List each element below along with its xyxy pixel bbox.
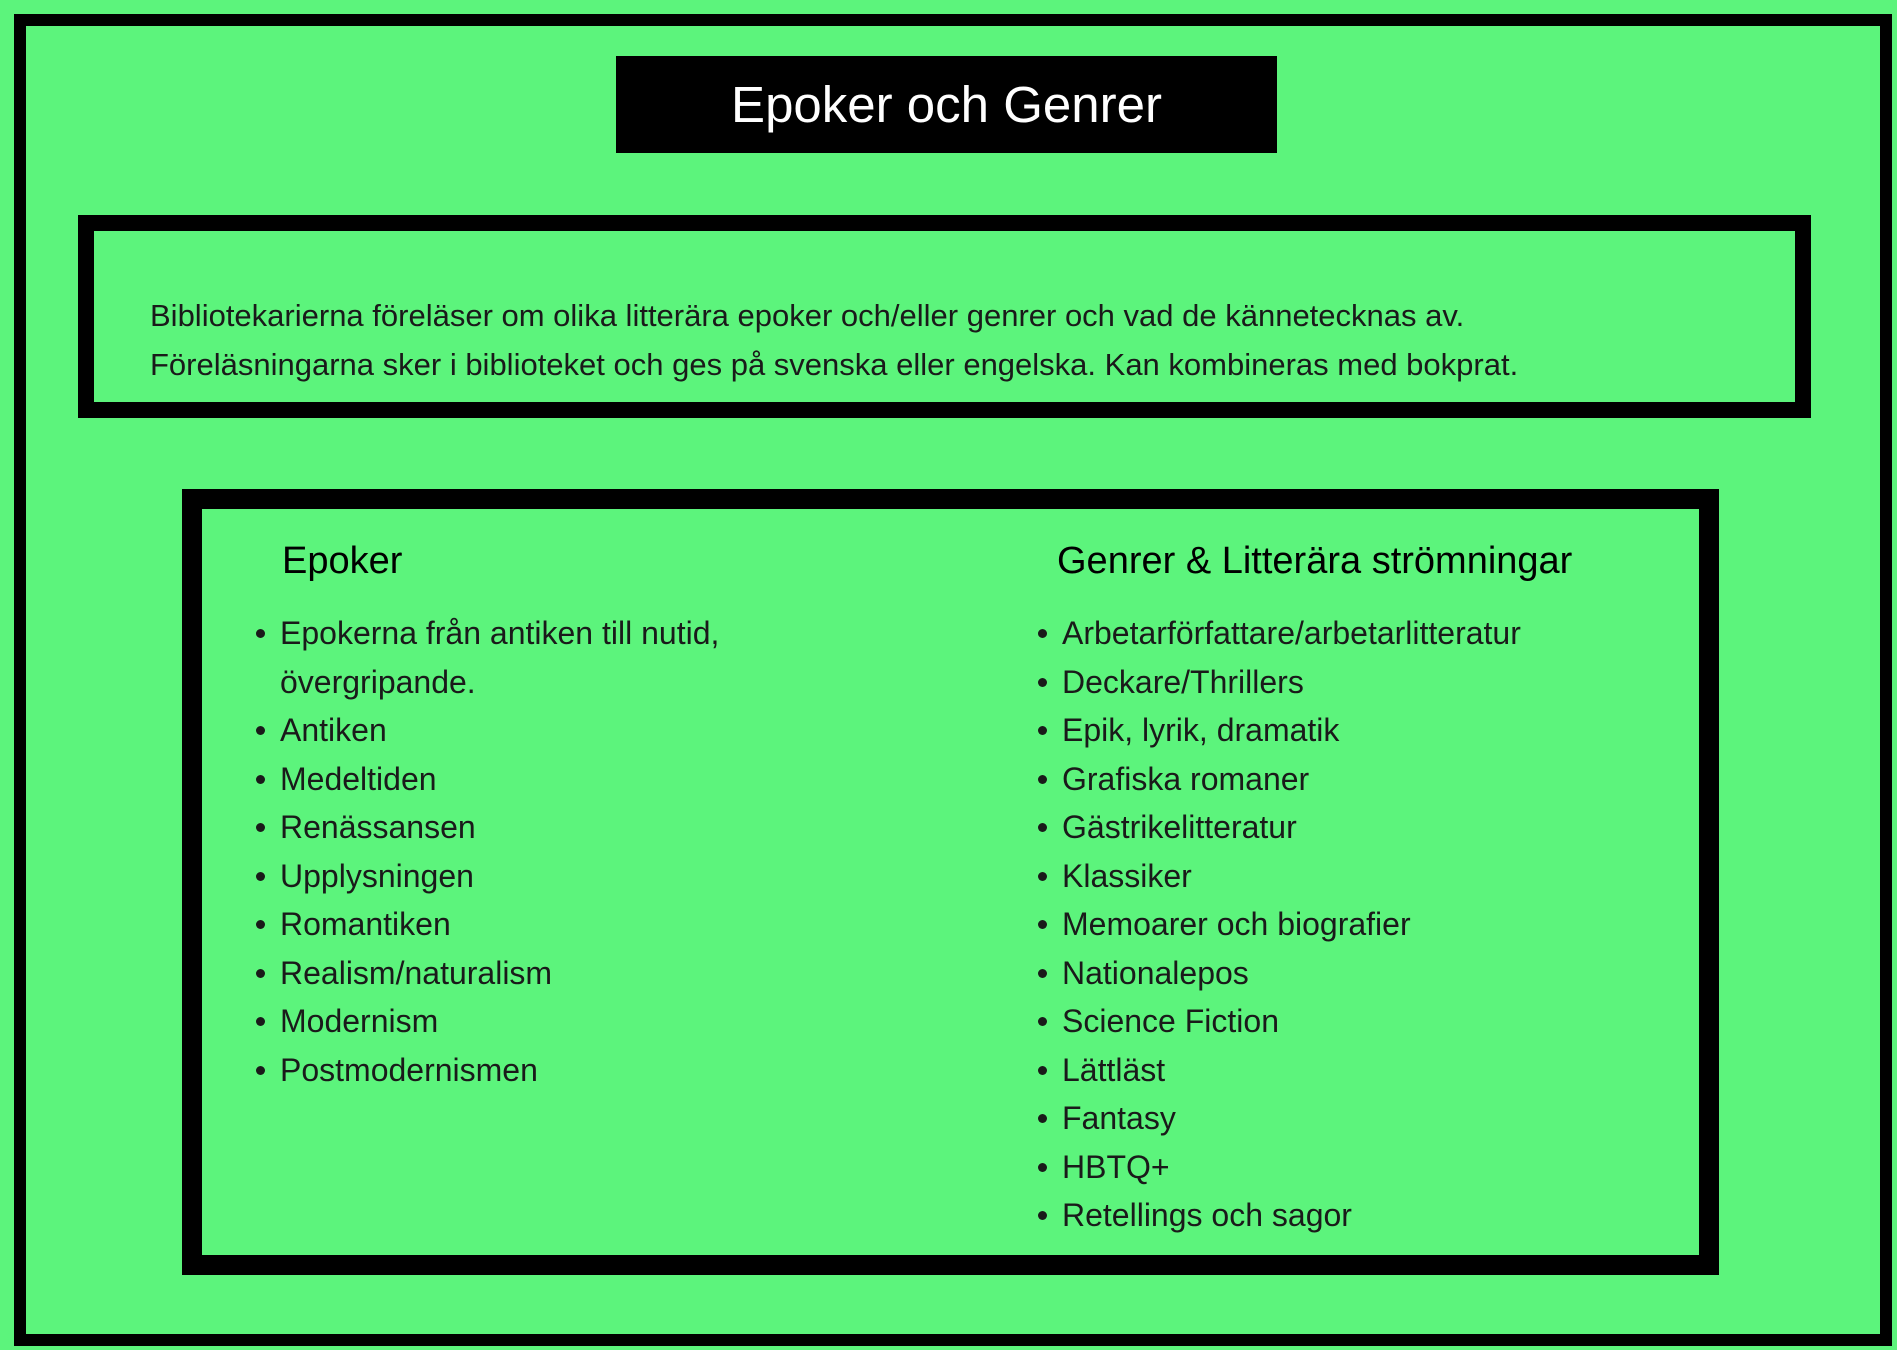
- list-item: Romantiken: [252, 900, 812, 949]
- bullet-icon: [256, 872, 265, 881]
- bullet-icon: [256, 969, 265, 978]
- lists-box: [182, 489, 1719, 1275]
- genrer-list: [1034, 609, 1654, 1240]
- list-item: Nationalepos: [1034, 949, 1654, 998]
- list-item: Grafiska romaner: [1034, 755, 1654, 804]
- bullet-icon: [1038, 726, 1047, 735]
- list-item: Postmodernismen: [252, 1046, 812, 1095]
- bullet-icon: [256, 1017, 265, 1026]
- intro-text: [150, 291, 1770, 389]
- list-item: Science Fiction: [1034, 997, 1654, 1046]
- intro-line-1: Bibliotekarierna föreläser om olika litterära epoker och/eller genrer och vad de kännetecknas av.: [150, 298, 1465, 333]
- bullet-icon: [256, 629, 265, 638]
- intro-box: [78, 215, 1811, 418]
- bullet-icon: [1038, 1163, 1047, 1172]
- list-item: Realism/naturalism: [252, 949, 812, 998]
- bullet-icon: [256, 920, 265, 929]
- list-item: HBTQ+: [1034, 1143, 1654, 1192]
- list-item: Gästrikelitteratur: [1034, 803, 1654, 852]
- list-item: Memoarer och biografier: [1034, 900, 1654, 949]
- bullet-icon: [256, 1066, 265, 1075]
- list-item: Renässansen: [252, 803, 812, 852]
- list-item: Arbetarförfattare/arbetarlitteratur: [1034, 609, 1654, 658]
- bullet-icon: [256, 775, 265, 784]
- list-item: Fantasy: [1034, 1094, 1654, 1143]
- list-item: Deckare/Thrillers: [1034, 658, 1654, 707]
- bullet-icon: [1038, 1114, 1047, 1123]
- list-item: Upplysningen: [252, 852, 812, 901]
- list-item: Retellings och sagor: [1034, 1191, 1654, 1240]
- bullet-icon: [1038, 969, 1047, 978]
- list-item: Klassiker: [1034, 852, 1654, 901]
- bullet-icon: [1038, 1017, 1047, 1026]
- epoker-list: [252, 609, 812, 1094]
- bullet-icon: [1038, 1211, 1047, 1220]
- bullet-icon: [1038, 872, 1047, 881]
- bullet-icon: [256, 726, 265, 735]
- bullet-icon: [1038, 920, 1047, 929]
- bullet-icon: [1038, 823, 1047, 832]
- list-item: Epik, lyrik, dramatik: [1034, 706, 1654, 755]
- epoker-heading: Epoker: [282, 540, 403, 582]
- list-item: Modernism: [252, 997, 812, 1046]
- list-item: Antiken: [252, 706, 812, 755]
- intro-line-2: Föreläsningarna sker i biblioteket och ges på svenska eller engelska. Kan kombineras med bokprat.: [150, 347, 1519, 382]
- bullet-icon: [1038, 775, 1047, 784]
- bullet-icon: [256, 823, 265, 832]
- list-item: Medeltiden: [252, 755, 812, 804]
- page-title: Epoker och Genrer: [731, 76, 1162, 133]
- bullet-icon: [1038, 629, 1047, 638]
- list-item: Lättläst: [1034, 1046, 1654, 1095]
- genrer-heading: Genrer & Litterära strömningar: [1057, 540, 1573, 582]
- list-item: Epokerna från antiken till nutid, övergripande.: [252, 609, 812, 706]
- title-banner: [616, 56, 1277, 153]
- bullet-icon: [1038, 1066, 1047, 1075]
- bullet-icon: [1038, 678, 1047, 687]
